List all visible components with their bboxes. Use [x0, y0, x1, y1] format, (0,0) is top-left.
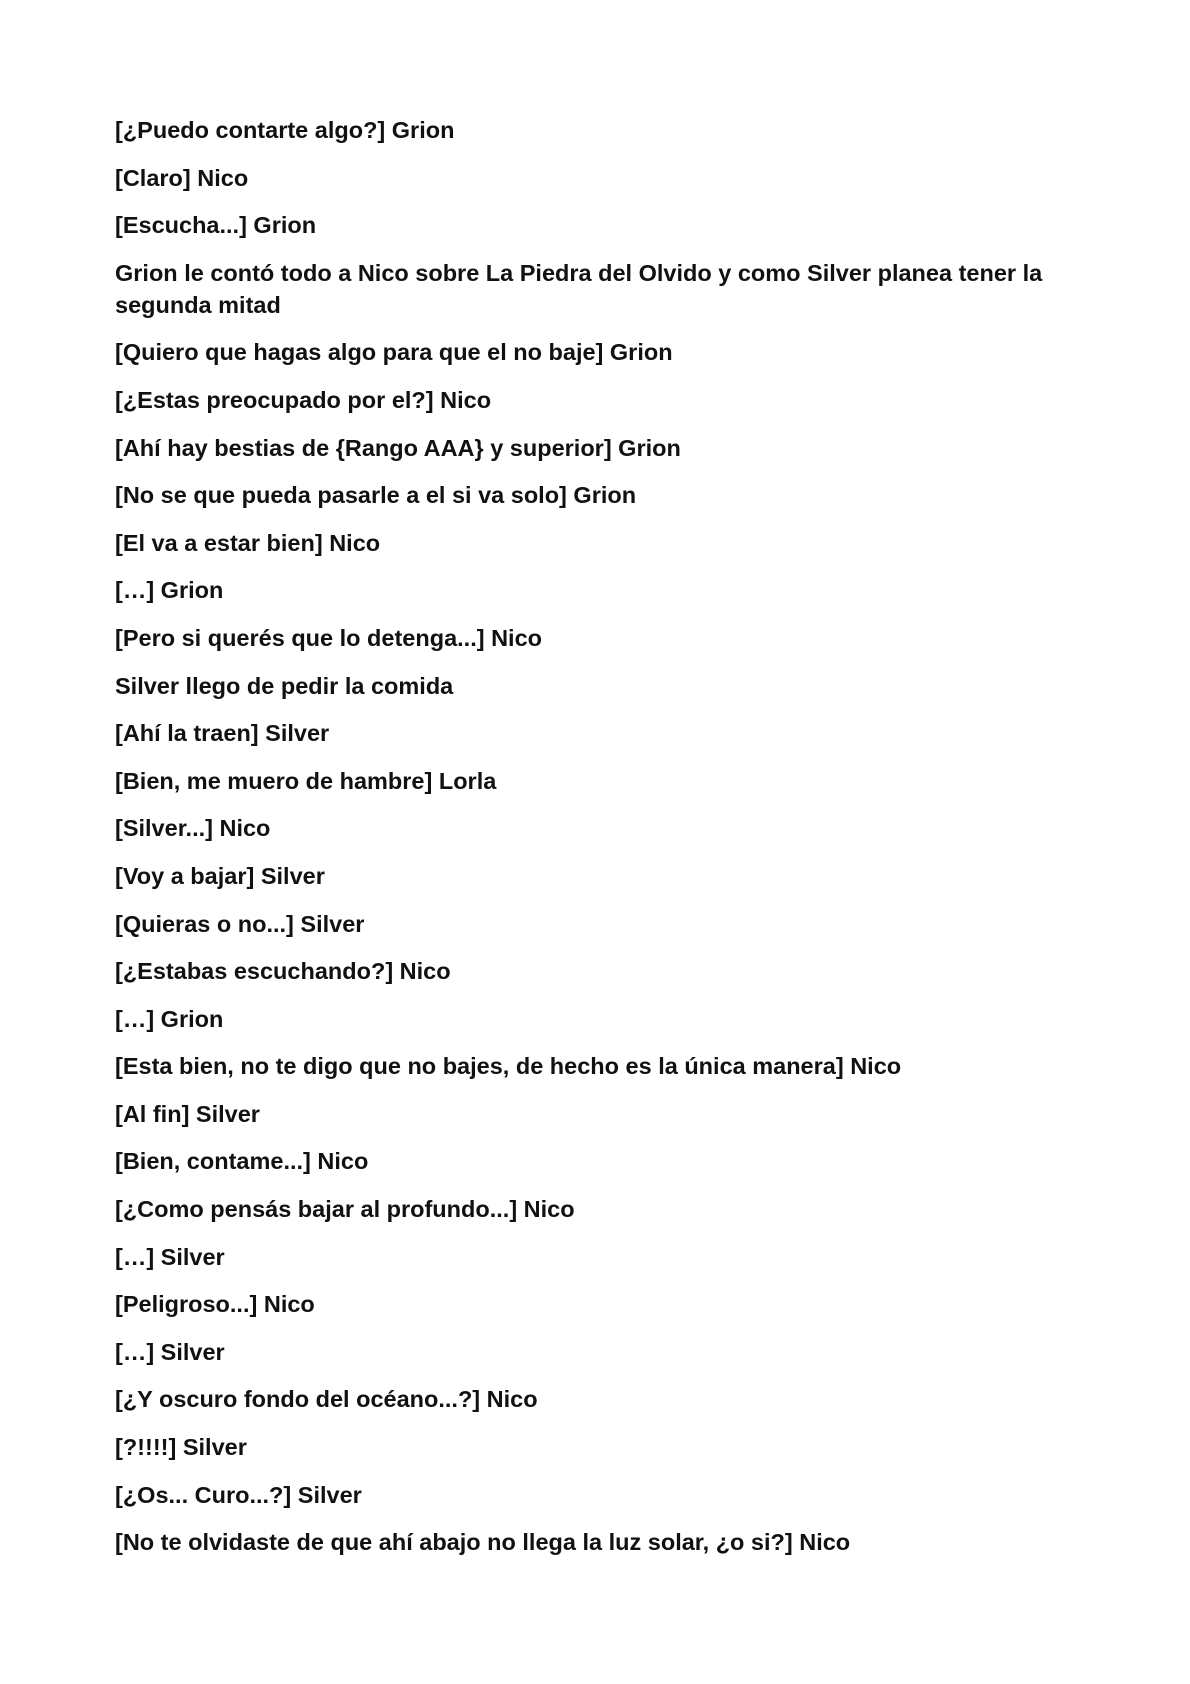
text-line: [Bien, me muero de hambre] Lorla — [115, 767, 497, 794]
text-line: [El va a estar bien] Nico — [115, 529, 381, 556]
text-line: [Esta bien, no te digo que no bajes, de hecho es la única manera] Nico — [115, 1053, 902, 1080]
dialogue-text — [115, 114, 1075, 1574]
text-line: [Silver...] Nico — [115, 815, 271, 842]
text-line: [Ahí hay bestias de {Rango AAA} y superior] Grion — [115, 434, 681, 461]
text-line: […] Silver — [115, 1243, 225, 1270]
text-line: […] Grion — [115, 577, 224, 604]
text-line: [?!!!!] Silver — [115, 1434, 247, 1461]
text-line: [¿Como pensás bajar al profundo...] Nico — [115, 1196, 575, 1223]
text-line: [Bien, contame...] Nico — [115, 1148, 369, 1175]
text-line: [Ahí la traen] Silver — [115, 720, 330, 747]
text-line: [¿Estabas escuchando?] Nico — [115, 958, 451, 985]
text-line: [Voy a bajar] Silver — [115, 862, 325, 889]
text-line: [Quieras o no...] Silver — [115, 910, 365, 937]
text-line: [No te olvidaste de que ahí abajo no llega la luz solar, ¿o si?] Nico — [115, 1529, 851, 1556]
text-line: [¿Estas preocupado por el?] Nico — [115, 386, 492, 413]
text-line: [Quiero que hagas algo para que el no baje] Grion — [115, 339, 673, 366]
text-line: [¿Puedo contarte algo?] Grion — [115, 117, 455, 143]
text-line: [Peligroso...] Nico — [115, 1291, 315, 1318]
text-line: [No se que pueda pasarle a el si va solo] Grion — [115, 482, 637, 509]
text-line: [Claro] Nico — [115, 164, 249, 191]
text-line: Grion le contó todo a Nico sobre La Piedra del Olvido y como Silver planea tener la segunda mitad — [115, 259, 1043, 318]
text-line: [Escucha...] Grion — [115, 212, 317, 239]
text-line: […] Silver — [115, 1338, 225, 1365]
text-line: [¿Os... Curo...?] Silver — [115, 1481, 362, 1508]
text-line: [Pero si querés que lo detenga...] Nico — [115, 624, 543, 651]
text-line: […] Grion — [115, 1005, 224, 1032]
text-line: Silver llego de pedir la comida — [115, 672, 454, 699]
text-line: [Al fin] Silver — [115, 1100, 260, 1127]
text-line: [¿Y oscuro fondo del océano...?] Nico — [115, 1386, 538, 1413]
